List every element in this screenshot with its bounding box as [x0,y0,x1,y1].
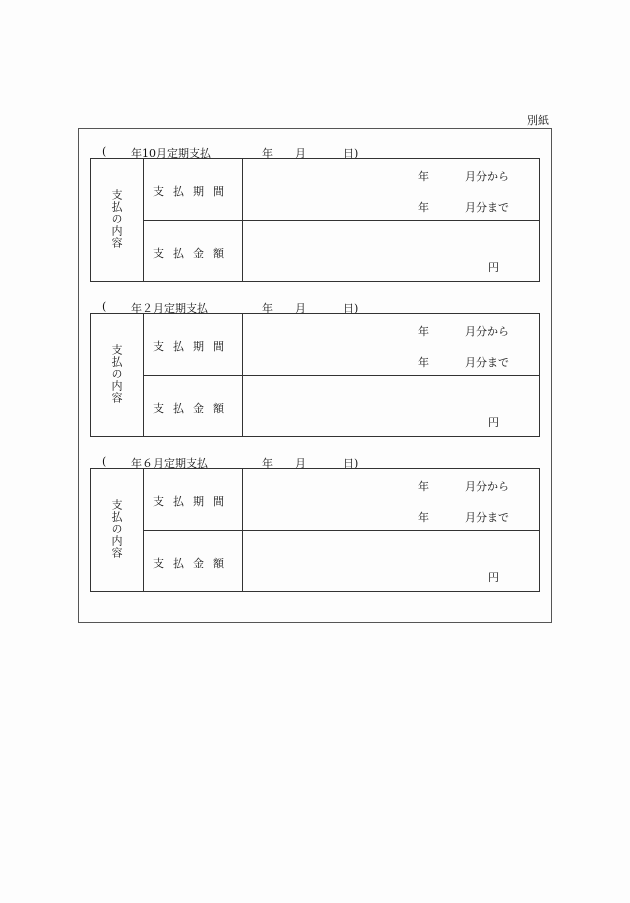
heading-year: 年 [262,302,273,315]
payment-period-label: 支払期間 [153,495,233,508]
period-to-month[interactable]: 月分まで [465,356,509,369]
payment-amount-label: 支払金額 [153,557,233,570]
payment-period-label: 支払期間 [153,340,233,353]
row-divider [143,375,539,376]
payment-table [90,468,540,592]
period-from-year[interactable]: 年 [418,325,429,338]
amount-yen[interactable]: 円 [488,261,499,274]
period-to-month[interactable]: 月分まで [465,201,509,214]
heading-open-paren: ( [102,145,107,158]
payment-content-label: 支払の内容 [110,499,123,559]
heading-month: 月 [295,302,306,315]
heading-day: 日) [343,302,359,315]
row-header-cell [91,159,144,281]
period-to-year[interactable]: 年 [418,201,429,214]
row-header-cell [91,469,144,591]
heading-open-paren: ( [102,300,107,313]
payment-content-label: 支払の内容 [110,344,123,404]
heading-month-payment: 年６月定期支払 [131,457,208,470]
section-heading [90,455,540,469]
row-divider [143,530,539,531]
heading-month: 月 [295,457,306,470]
heading-month-payment: 年10月定期支払 [131,147,211,160]
section-heading [90,145,540,159]
payment-period-label: 支払期間 [153,185,233,198]
row-divider [143,220,539,221]
period-from-year[interactable]: 年 [418,480,429,493]
period-to-year[interactable]: 年 [418,356,429,369]
appendix-label: 別紙 [527,114,549,127]
payment-table [90,313,540,437]
row-header-cell [91,314,144,436]
heading-day: 日) [343,457,359,470]
period-from-month[interactable]: 月分から [465,480,509,493]
payment-content-label: 支払の内容 [110,189,123,249]
payment-amount-label: 支払金額 [153,247,233,260]
section-heading [90,300,540,314]
heading-month: 月 [295,147,306,160]
payment-table [90,158,540,282]
heading-open-paren: ( [102,455,107,468]
period-from-month[interactable]: 月分から [465,325,509,338]
amount-yen[interactable]: 円 [488,416,499,429]
heading-year: 年 [262,147,273,160]
period-to-month[interactable]: 月分まで [465,511,509,524]
period-from-year[interactable]: 年 [418,170,429,183]
period-from-month[interactable]: 月分から [465,170,509,183]
payment-amount-label: 支払金額 [153,402,233,415]
amount-yen[interactable]: 円 [488,571,499,584]
heading-day: 日) [343,147,359,160]
period-to-year[interactable]: 年 [418,511,429,524]
heading-month-payment: 年２月定期支払 [131,302,208,315]
heading-year: 年 [262,457,273,470]
